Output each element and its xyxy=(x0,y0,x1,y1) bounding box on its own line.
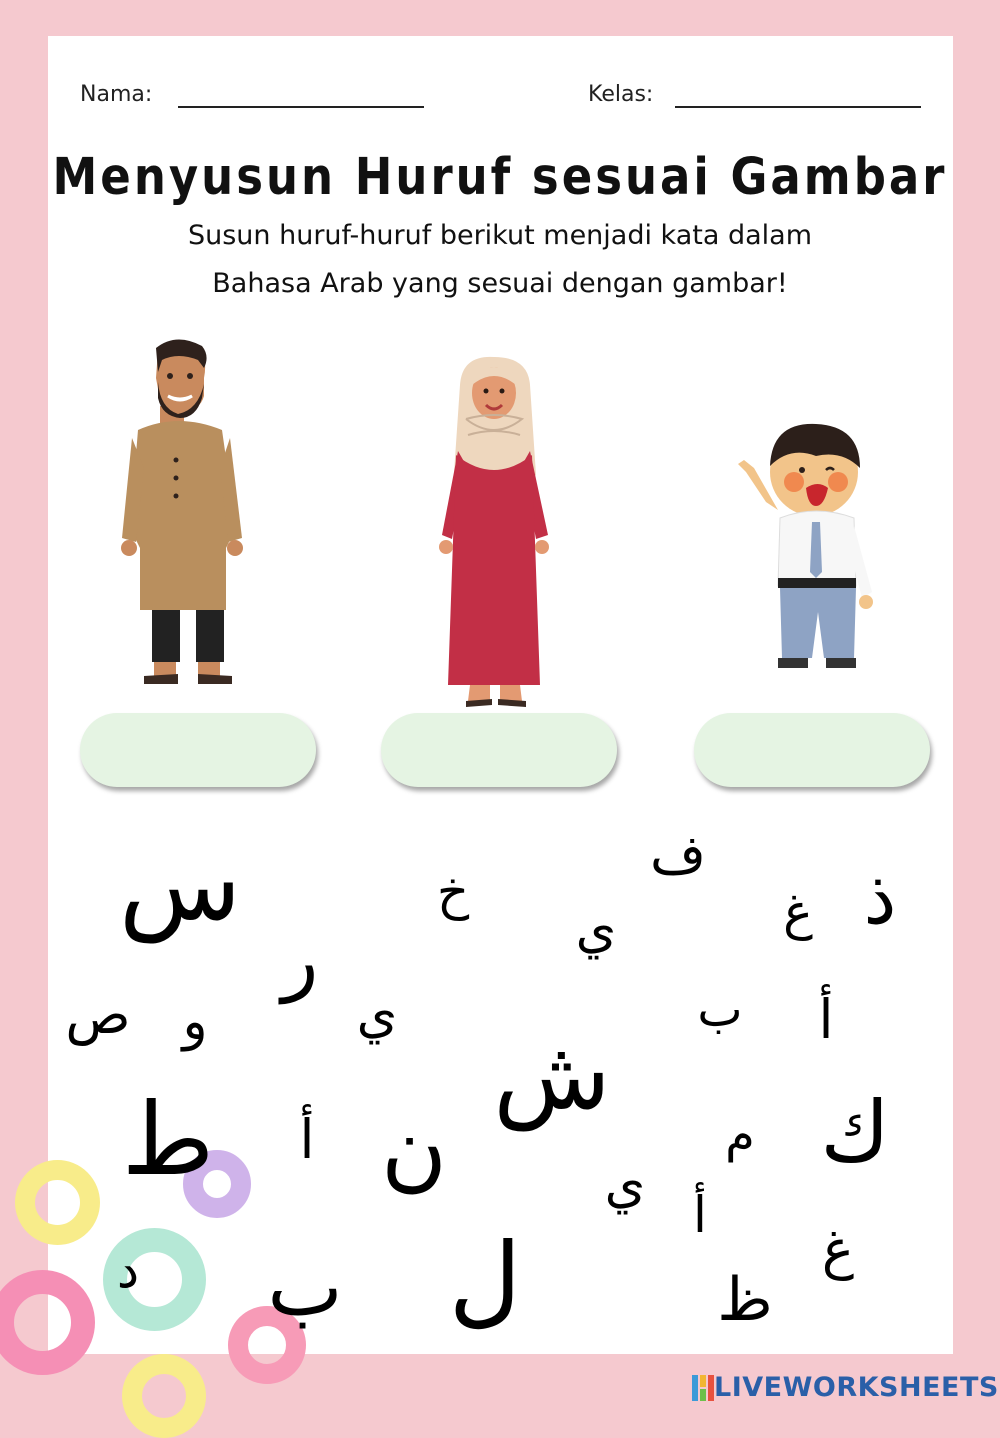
instruction-line-2: Bahasa Arab yang sesuai dengan gambar! xyxy=(212,268,788,299)
letter-tile[interactable]: ي xyxy=(356,985,398,1045)
ring-decoration xyxy=(0,1270,95,1375)
name-label: Nama: xyxy=(80,82,153,107)
letter-tile[interactable]: س xyxy=(118,826,242,943)
letter-tile[interactable]: أ xyxy=(693,1186,707,1244)
letter-tile[interactable]: خ xyxy=(436,863,470,921)
man-icon xyxy=(118,338,253,698)
letter-tile[interactable]: ب xyxy=(267,1241,343,1334)
woman-icon xyxy=(432,355,557,715)
page-title: Menyusun Huruf sesuai Gambar xyxy=(52,146,948,207)
name-field[interactable] xyxy=(178,106,424,108)
letter-tile[interactable]: و xyxy=(182,992,208,1052)
letter-tile[interactable]: ن xyxy=(380,1097,448,1202)
answer-box-2[interactable] xyxy=(381,713,617,787)
letter-tile[interactable]: ل xyxy=(448,1221,522,1338)
letter-tile[interactable]: م xyxy=(725,1107,755,1163)
logo-icon xyxy=(692,1375,714,1401)
letter-tile[interactable]: ط xyxy=(121,1081,215,1198)
letter-tile[interactable]: ف xyxy=(650,823,706,886)
letter-tile[interactable]: ر xyxy=(281,915,319,1004)
letter-tile[interactable]: ظ xyxy=(717,1265,773,1335)
letter-tile[interactable]: غ xyxy=(821,1218,855,1281)
letter-tile[interactable]: أ xyxy=(299,1108,315,1171)
letter-tile[interactable]: أ xyxy=(818,988,834,1051)
letter-tile[interactable]: ص xyxy=(65,983,131,1046)
answer-box-3[interactable] xyxy=(694,713,930,787)
class-field[interactable] xyxy=(675,106,921,108)
class-label: Kelas: xyxy=(588,82,654,107)
letter-tile[interactable]: ذ xyxy=(863,855,897,941)
boy-icon xyxy=(732,422,882,674)
letter-tile[interactable]: ي xyxy=(604,1155,646,1215)
answer-box-1[interactable] xyxy=(80,713,316,787)
instruction-line-1: Susun huruf-huruf berikut menjadi kata dalam xyxy=(187,220,813,251)
letter-tile[interactable]: ك xyxy=(820,1083,890,1181)
letter-tile[interactable]: ش xyxy=(493,1019,611,1131)
logo-text: LIVEWORKSHEETS xyxy=(714,1372,999,1403)
ring-decoration xyxy=(122,1354,206,1438)
letter-tile[interactable]: ي xyxy=(575,900,617,960)
liveworksheets-logo xyxy=(692,1372,999,1403)
letter-tile[interactable]: ب xyxy=(697,982,743,1038)
letter-tile[interactable]: غ xyxy=(783,883,813,941)
letter-tile[interactable]: د xyxy=(116,1241,140,1299)
ring-decoration xyxy=(15,1160,100,1245)
